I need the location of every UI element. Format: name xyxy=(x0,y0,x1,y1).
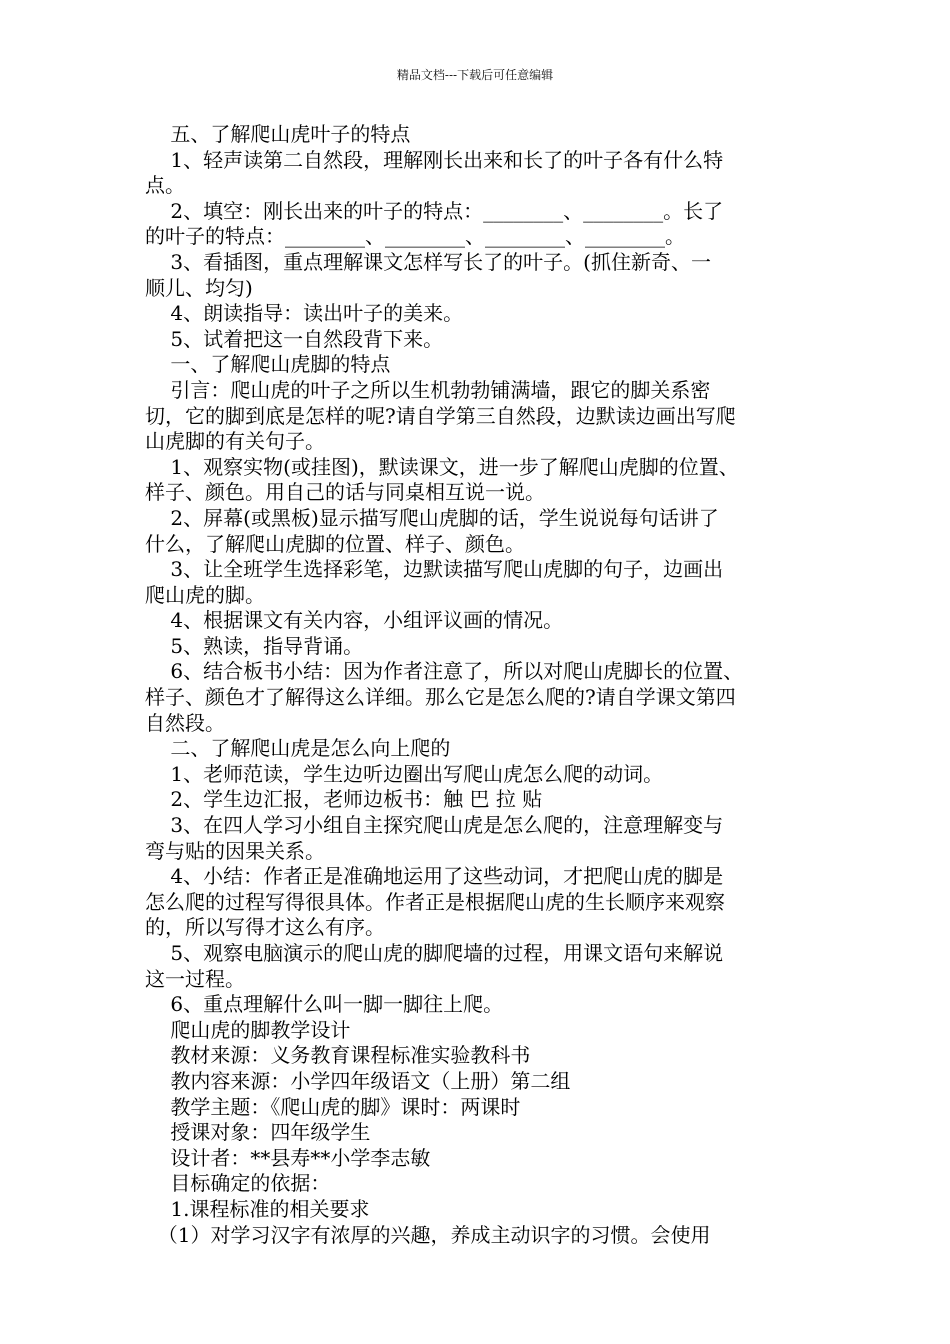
text-line: 2、屏幕(或黑板)显示描写爬山虎脚的话，学生说说每句话讲了 xyxy=(145,505,719,530)
text-line: 6、重点理解什么叫一脚一脚往上爬。 xyxy=(145,992,504,1017)
text-line: 3、让全班学生选择彩笔，边默读描写爬山虎脚的句子，边画出 xyxy=(145,557,724,582)
page-header: 精品文档---下载后可任意编辑 xyxy=(396,68,554,82)
text-line: 爬山虎的脚。 xyxy=(145,582,265,607)
text-line: 2、学生边汇报，老师边板书：触 巴 拉 贴 xyxy=(145,787,543,812)
text-line: 1、老师范读，学生边听边圈出写爬山虎怎么爬的动词。 xyxy=(145,761,664,786)
text-line: 弯与贴的因果关系。 xyxy=(145,838,325,863)
text-line: 这一过程。 xyxy=(145,966,245,991)
text-line: 的，所以写得才这么有序。 xyxy=(145,915,385,940)
text-line: 1、轻声读第二自然段，理解刚长出来和长了的叶子各有什么特 xyxy=(145,147,724,172)
text-line: 2、填空：刚长出来的叶子的特点：________、________。长了 xyxy=(145,198,724,223)
text-line: 自然段。 xyxy=(145,710,225,735)
text-line: 5、观察电脑演示的爬山虎的脚爬墙的过程，用课文语句来解说 xyxy=(145,941,724,965)
text-line: 五、了解爬山虎叶子的特点 xyxy=(145,122,411,146)
text-line: 设计者：**县寿**小学李志敏 xyxy=(145,1145,431,1170)
text-line: 引言：爬山虎的叶子之所以生机勃勃铺满墙，跟它的脚关系密 xyxy=(145,377,711,402)
document-body xyxy=(145,122,810,1248)
text-line: 二、了解爬山虎是怎么向上爬的 xyxy=(145,736,451,761)
text-line: 5、熟读，指导背诵。 xyxy=(145,633,364,658)
text-line: 样子、颜色。用自己的话与同桌相互说一说。 xyxy=(145,480,545,505)
text-line: 4、朗读指导：读出叶子的美来。 xyxy=(145,301,464,326)
text-line: 1.课程标准的相关要求 xyxy=(145,1196,370,1221)
text-line: 4、小结：作者正是准确地运用了这些动词，才把爬山虎的脚是 xyxy=(145,864,724,889)
text-line: 山虎脚的有关句子。 xyxy=(145,429,325,454)
text-line: 3、在四人学习小组自主探究爬山虎是怎么爬的，注意理解变与 xyxy=(145,813,724,838)
text-line: 目标确定的依据： xyxy=(145,1171,331,1196)
text-line: 点。 xyxy=(145,173,185,198)
text-line: 教材来源：义务教育课程标准实验教科书 xyxy=(145,1043,531,1068)
text-line: 3、看插图，重点理解课文怎样写长了的叶子。(抓住新奇、一 xyxy=(145,249,711,274)
text-line: 1、观察实物(或挂图)，默读课文，进一步了解爬山虎脚的位置、 xyxy=(145,454,739,479)
text-line: 教学主题：《爬山虎的脚》课时：两课时 xyxy=(145,1094,521,1119)
text-line: 爬山虎的脚教学设计 xyxy=(145,1017,351,1042)
text-line: 的叶子的特点：________、________、________、________。 xyxy=(145,224,685,249)
text-line: 一、了解爬山虎脚的特点 xyxy=(145,352,391,377)
text-line: 样子、颜色才了解得这么详细。那么它是怎么爬的?请自学课文第四 xyxy=(145,685,736,710)
text-line: （1）对学习汉字有浓厚的兴趣，养成主动识字的习惯。会使用 xyxy=(145,1222,711,1247)
text-line: 4、根据课文有关内容，小组评议画的情况。 xyxy=(145,608,564,633)
text-line: 切，它的脚到底是怎样的呢?请自学第三自然段，边默读边画出写爬 xyxy=(145,403,736,428)
text-line: 6、结合板书小结：因为作者注意了，所以对爬山虎脚长的位置、 xyxy=(145,659,744,684)
text-line: 授课对象：四年级学生 xyxy=(145,1120,371,1145)
text-line: 5、试着把这一自然段背下来。 xyxy=(145,326,444,351)
text-line: 顺儿、均匀) xyxy=(145,275,253,300)
text-line: 教内容来源：小学四年级语文（上册）第二组 xyxy=(145,1068,571,1093)
text-line: 什么，了解爬山虎脚的位置、样子、颜色。 xyxy=(145,531,525,556)
text-line: 怎么爬的过程写得很具体。作者正是根据爬山虎的生长顺序来观察 xyxy=(145,889,725,914)
